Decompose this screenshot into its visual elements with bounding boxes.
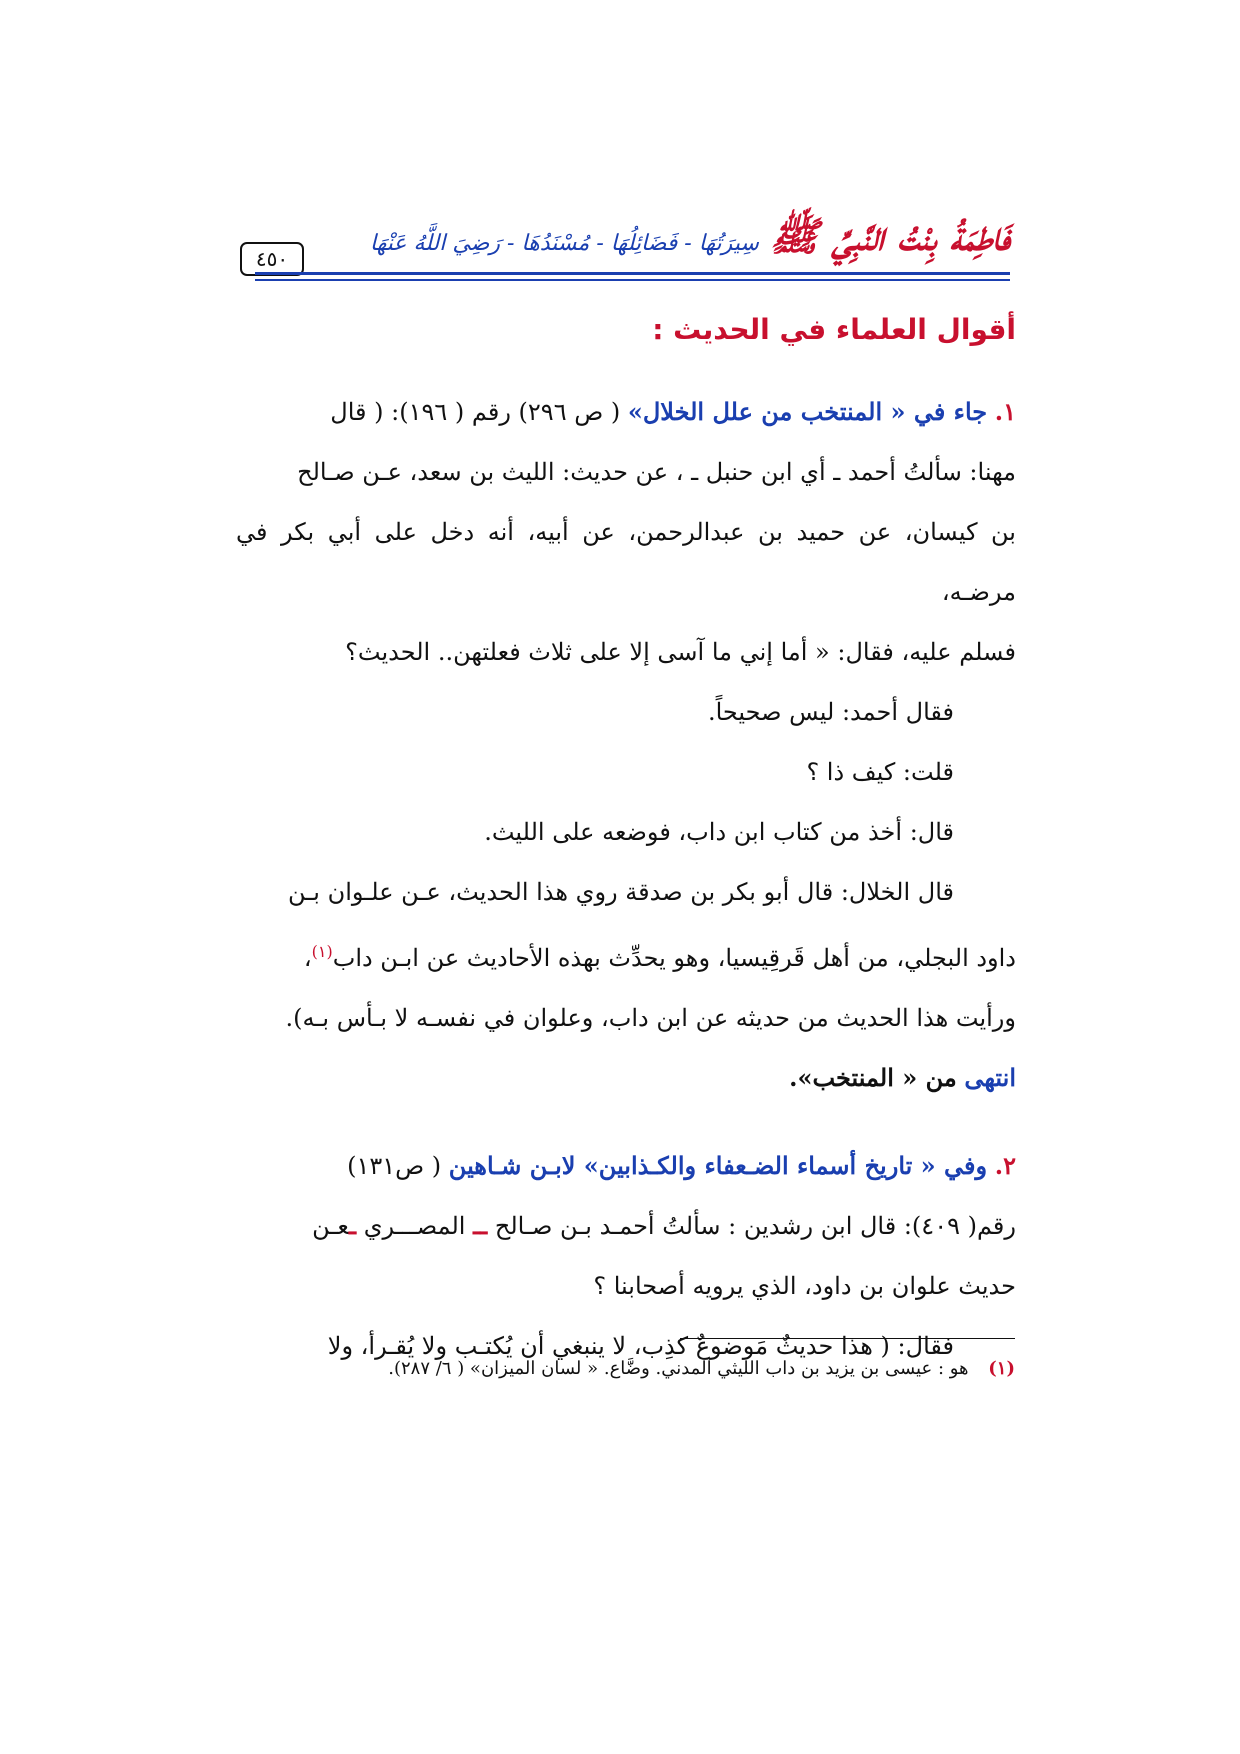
item1-line6: قلت: كيف ذا ؟: [806, 758, 954, 786]
book-title-sub: سِيرَتُهَا - فَضَائِلُهَا - مُسْنَدُهَا - رَضِيَ اللَّهُ عَنْهَا: [369, 231, 759, 256]
item1-end-source: من « المنتخب».: [789, 1063, 957, 1092]
item2-source-title: وفي « تاريخ أسماء الضـعفاء والكـذابين» لابـن شـاهين: [448, 1151, 988, 1180]
item2-dash: ــ: [473, 1211, 488, 1240]
item1-line2: مهنا: سألتُ أحمد ـ أي ابن حنبل ـ ، عن حديث: الليث بن سعد، عـن صـالح: [297, 458, 1016, 486]
item1-end-marker: انتهى: [964, 1063, 1016, 1092]
footnote-divider: [680, 1338, 1015, 1339]
item2-number: ٢.: [994, 1151, 1016, 1180]
item2-line3: حديث علوان بن داود، الذي يرويه أصحابنا ؟: [593, 1272, 1016, 1300]
running-header: [240, 198, 1010, 278]
section-heading: أقوال العلماء في الحديث :: [652, 313, 1016, 346]
footnote-reference[interactable]: (١): [311, 942, 333, 961]
item1-line4: فسلم عليه، فقال: « أما إني ما آسى إلا على ثلاث فعلتهن.. الحديث؟: [345, 638, 1016, 666]
footnote: [300, 1354, 1015, 1384]
item2-line2-end: عـن: [312, 1212, 350, 1240]
item1-source-title: جاء في « المنتخب من علل الخلال»: [627, 397, 988, 426]
item2-line4: فقال: ( هذا حديثٌ مَوضوعٌ كذِب، لا ينبغي أن يُكتـب ولا يُقـرأ، ولا: [327, 1332, 954, 1360]
item1-end: [236, 1048, 1016, 1108]
book-title: [370, 212, 1010, 270]
item1-line3: بن كيسان، عن حميد بن عبدالرحمن، عن أبيه، أنه دخل على أبي بكر في مرضـه،: [236, 518, 1016, 606]
item1-line9-tail: ،: [303, 944, 312, 972]
item2-line2: [236, 1196, 1016, 1256]
item2-line1: [236, 1136, 1016, 1196]
page-number: ٤٥٠: [240, 242, 304, 276]
item1-line8: قال الخلال: قال أبو بكر بن صدقة روي هذا الحديث، عـن علـوان بـن: [287, 878, 954, 906]
item2-dash2: ـ: [349, 1211, 357, 1240]
footnote-mark: (١): [988, 1358, 1015, 1379]
main-content: [236, 308, 1016, 1376]
item1-number: ١.: [994, 397, 1016, 426]
item2-reference: ( ص١٣١): [347, 1152, 442, 1180]
item1-line10: ورأيت هذا الحديث من حديثه عن ابن داب، وعلوان في نفسـه لا بـأس بـه).: [285, 1004, 1016, 1032]
item1-line9: [236, 922, 1016, 988]
item1-line9-text: داود البجلي، من أهل قَرقِيسيا، وهو يحدِّث بهذه الأحاديث عن ابـن داب: [332, 944, 1016, 972]
spacer: [236, 1108, 1016, 1136]
header-divider: [255, 272, 1010, 275]
header-divider-secondary: [255, 279, 1010, 281]
footnote-text: هو : عيسى بن يزيد بن داب الليثي المدني. وضَّاع. « لسان الميزان» ( ٦/ ٢٨٧).: [388, 1358, 969, 1379]
item2-line2-text: رقم( ٤٠٩): قال ابن رشدين : سألتُ أحمـد بـن صـالح: [494, 1212, 1016, 1240]
item2-line2-origin: المصـــري: [363, 1212, 466, 1240]
item1-reference: ( ص ٢٩٦) رقم ( ١٩٦): ( قال: [330, 398, 621, 426]
item1-line1: [236, 382, 1016, 442]
book-title-main: فَاطِمَةُ بِنْتُ النَّبِيِّ ﷺ: [770, 213, 1010, 260]
item1-line5: فقال أحمد: ليس صحيحاً.: [707, 698, 954, 726]
item1-line7: قال: أخذ من كتاب ابن داب، فوضعه على الليث.: [484, 818, 954, 846]
